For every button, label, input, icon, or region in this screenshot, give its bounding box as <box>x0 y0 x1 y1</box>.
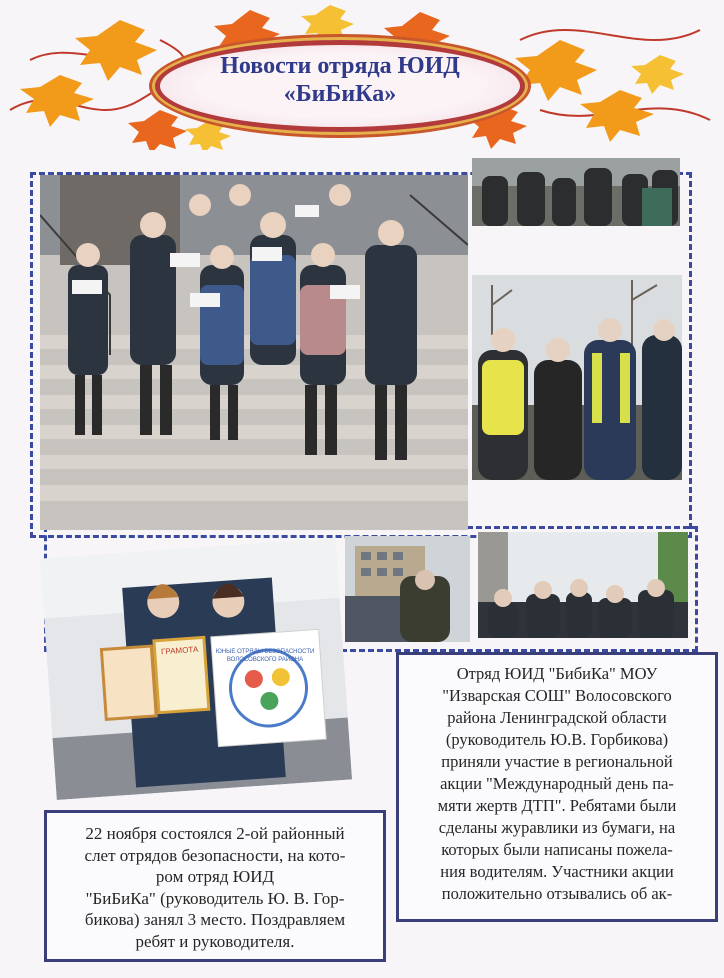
group-photo-stairs <box>40 175 468 530</box>
caption-rally-line: слет отрядов безопасности, на кото- <box>84 845 346 865</box>
title-line-1: Новости отряда ЮИД <box>220 53 460 79</box>
caption-remembrance-line: которых были написаны пожела- <box>441 840 673 859</box>
caption-rally-line: ром отряд ЮИД <box>155 867 275 886</box>
page-title <box>155 52 525 108</box>
caption-remembrance-line: сделаны журавлики из бумаги, на <box>438 818 676 837</box>
caption-remembrance-line: приняли участие в региональной <box>441 752 673 771</box>
caption-rally-line: бикова) занял 3 место. Поздравляем <box>84 910 346 929</box>
diploma-label: ГРАМОТА <box>160 644 199 657</box>
caption-remembrance-line: ния водителям. Участники акции <box>440 862 674 881</box>
photo-participants-vests <box>472 275 682 480</box>
photo-diploma-award <box>40 538 352 800</box>
caption-rally-line: ребят и руководителя. <box>135 931 295 951</box>
caption-remembrance-line: положительно отзывались об ак- <box>441 884 673 903</box>
caption-remembrance-line: района Ленинградской области <box>447 708 667 727</box>
caption-remembrance-line: "Изварская СОШ" Волосовского <box>442 686 672 705</box>
caption-remembrance-line: мяти жертв ДТП". Ребятами были <box>437 796 677 815</box>
caption-remembrance-day <box>396 652 718 922</box>
photo-group-outdoor <box>478 532 688 638</box>
caption-rally <box>44 810 386 962</box>
caption-remembrance-line: (руководитель Ю.В. Горбикова) <box>445 730 669 749</box>
caption-rally-line: "БиБиКа" (руководитель Ю. В. Гор- <box>85 888 345 908</box>
photo-street-buildings <box>345 536 470 642</box>
title-line-2: «БиБиКа» <box>283 81 397 107</box>
caption-rally-line: 22 ноября состоялся 2-ой районный <box>85 824 345 843</box>
caption-remembrance-line: акции "Международный день па- <box>440 774 674 793</box>
photo-crowd-street <box>472 158 680 226</box>
photo-diploma-banner-text: ЮНЫЕ ОТРЯДЫ БЕЗОПАСНОСТИ ВОЛОСОВСКОГО РАЙОНА <box>215 649 315 663</box>
caption-remembrance-line: Отряд ЮИД "БибиКа" МОУ <box>456 664 658 683</box>
